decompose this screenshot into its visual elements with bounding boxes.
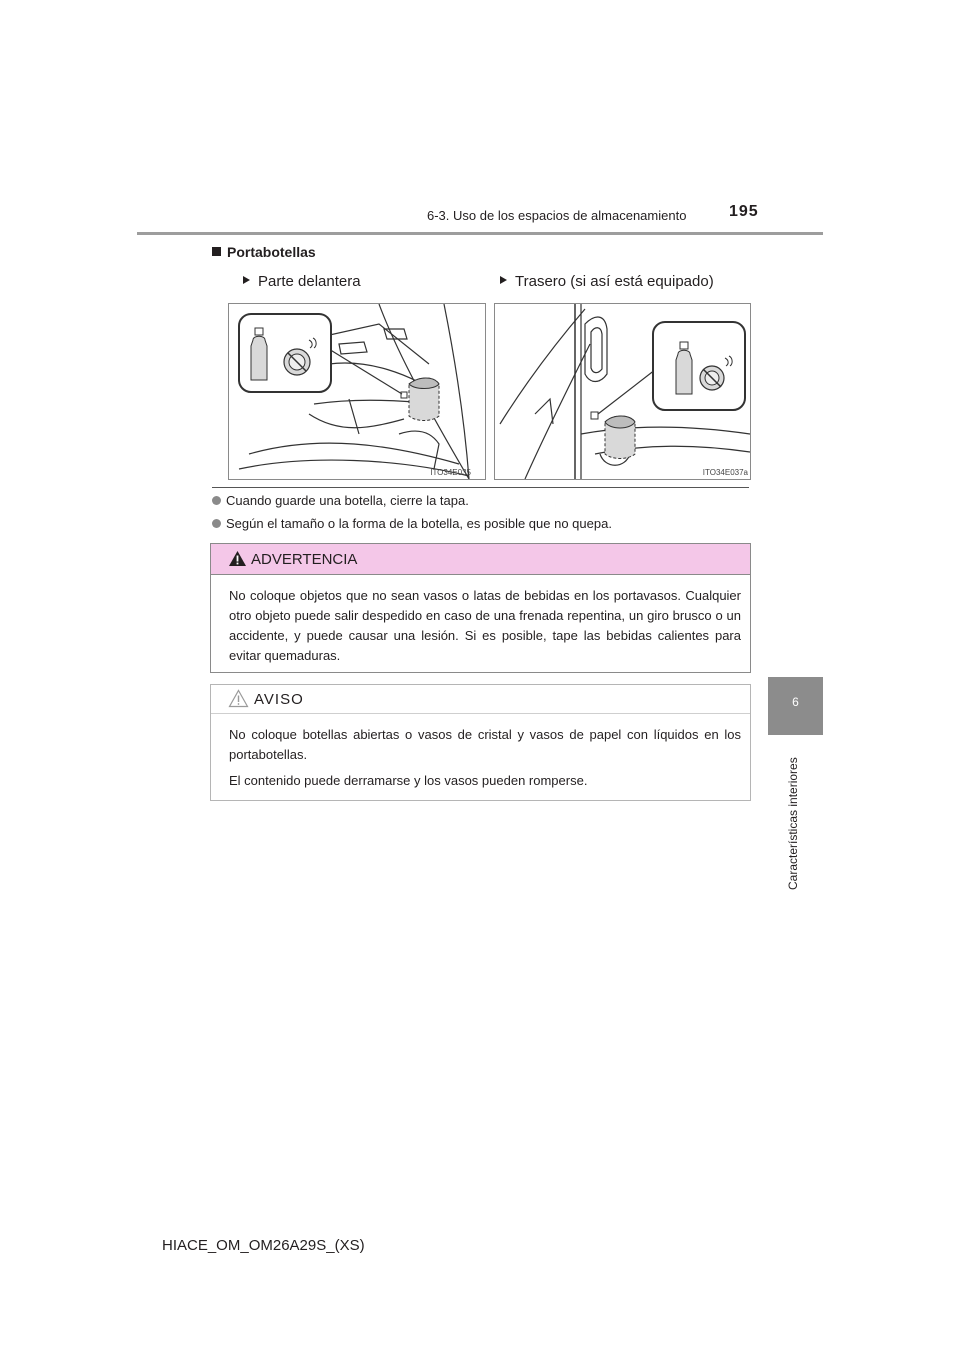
- notice-header: [211, 685, 750, 714]
- circle-bullet-icon: [212, 519, 221, 528]
- warning-paragraph: No coloque objetos que no sean vasos o latas de bebidas en los portavasos. Cualquier otro objeto puede salir despedido en caso de una frenada repentina, un giro brusco o un accidente, y puede causar una lesión. Si es posible, tape las bebidas calientes para evitar quemaduras.: [229, 588, 741, 663]
- header-divider: [137, 232, 823, 235]
- rear-subheading: [500, 273, 714, 290]
- header-section-title: 6-3. Uso de los espacios de almacenamiento: [427, 208, 687, 223]
- notice-text: [229, 725, 741, 797]
- warning-text: [229, 586, 741, 672]
- warning-box: [210, 543, 751, 673]
- notice-paragraph: No coloque botellas abiertas o vasos de cristal y vasos de papel con líquidos en los portabotellas.: [229, 727, 741, 762]
- circle-bullet-icon: [212, 496, 221, 505]
- footer-manual-code: HIACE_OM_OM26A29S_(XS): [162, 1237, 365, 1254]
- list-item: [212, 493, 469, 508]
- notice-box: [210, 684, 751, 801]
- page-number: 195: [729, 203, 759, 220]
- caution-triangle-icon: [228, 689, 249, 708]
- figure-divider: [212, 487, 749, 488]
- rear-figure-code: ITO34E037a: [702, 468, 748, 477]
- notice-paragraph: El contenido puede derramarse y los vasos pueden romperse.: [229, 773, 588, 788]
- section-title-text: Portabotellas: [227, 244, 316, 260]
- front-figure-code: ITO34E035: [430, 468, 471, 477]
- front-bottle-holder-figure: [228, 303, 486, 480]
- section-title: [212, 244, 316, 260]
- warning-triangle-icon: [228, 550, 247, 567]
- front-label: Parte delantera: [258, 273, 361, 290]
- chapter-number: 6: [792, 695, 799, 709]
- triangle-bullet-icon: [500, 276, 507, 284]
- front-subheading: [243, 273, 361, 290]
- rear-label: Trasero (si así está equipado): [515, 273, 714, 290]
- rear-interior-illustration: [495, 304, 750, 479]
- warning-header: [211, 544, 750, 575]
- bullet-text: Según el tamaño o la forma de la botella, es posible que no quepa.: [226, 516, 612, 531]
- warning-title: ADVERTENCIA: [251, 551, 358, 568]
- square-bullet-icon: [212, 247, 221, 256]
- notice-title: AVISO: [254, 691, 304, 708]
- rear-bottle-holder-figure: [494, 303, 751, 480]
- chapter-title: Características interiores: [786, 757, 800, 890]
- front-door-illustration: [229, 304, 485, 479]
- list-item: [212, 516, 612, 531]
- triangle-bullet-icon: [243, 276, 250, 284]
- bullet-text: Cuando guarde una botella, cierre la tapa.: [226, 493, 469, 508]
